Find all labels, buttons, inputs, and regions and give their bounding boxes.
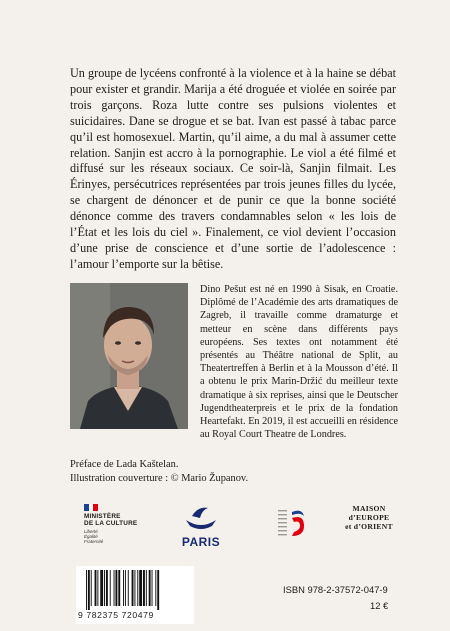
- barcode-bar: [146, 570, 147, 606]
- barcode-bars: [86, 570, 186, 610]
- barcode: [76, 566, 194, 624]
- barcode-bar: [95, 570, 97, 606]
- ministere-culture-logo: [84, 504, 154, 544]
- barcode-bar: [91, 570, 92, 606]
- barcode-bar: [88, 570, 90, 610]
- author-bio: Dino Pešut est né en 1990 à Sisak, en Croatie. Diplômé de l’Académie des arts dramatiques de Zagreb, il travaille comme dramaturge et metteur en scène dans différents pays européens. Ses textes ont notamment été présentés au Théâtre national de Split, au Theatertreffen à Berlin et à la Mousson d’été. Il a obtenu le prix Marin-Držić du meilleur texte dramatique à six reprises, ainsi que le Deutscher Jugendtheaterpreis et le prix de la fondation Heartefakt. En 2019, il est accueilli en résidence au Royal Court Theatre de Londres.: [200, 284, 398, 441]
- maison-europe-orient-logo: [338, 504, 400, 531]
- region-logo: [278, 506, 308, 544]
- ministere-title-line-2: DE LA CULTURE: [84, 520, 138, 527]
- barcode-bar: [134, 570, 135, 606]
- barcode-bar: [125, 570, 126, 606]
- barcode-bar: [143, 570, 145, 606]
- synopsis-text: Un groupe de lycéens confronté à la violence et à la haine se débat pour exister et grandir. Marija a été droguée et violée en soirée par trois garçons. Roza lutte contre ses pulsions violentes et suicidaires. Dane se drogue et se bat. Ivan est passé à tabac parce qu’il est homosexuel. Martin, qu’il aime, a du mal à assumer cette relation. Sanjin est accro à la pornographie. Le viol a été filmé et diffusé sur les réseaux sociaux. Ce soir-là, Sanjin filmait. Les Érinyes, persécutrices représentées par trois jeunes filles du lycée, se chargent de dénoncer et de punir ce que la bonne société dénonce comme des travers condamnables selon « les lois de l’État et les lois du ciel ». Finalement, ce viol devient l’occasion d’une prise de conscience et d’une sortie de l’adolescence : l’amour l’emporte sur la bêtise.: [70, 66, 396, 271]
- barcode-bar: [118, 570, 120, 606]
- credits: [70, 458, 370, 486]
- barcode-bar: [123, 570, 124, 606]
- ministere-motto-2: Égalité: [84, 534, 98, 539]
- price: 12 €: [370, 600, 389, 611]
- ministere-title-line-1: MINISTÈRE: [84, 513, 121, 520]
- illustration-credit: Illustration couverture : © Mario Županov.: [70, 473, 249, 484]
- barcode-bar: [97, 570, 98, 606]
- barcode-bar: [128, 570, 129, 606]
- paris-logo: [178, 502, 224, 549]
- french-flag-icon: [84, 504, 98, 511]
- barcode-bar: [137, 570, 138, 606]
- preface-credit: Préface de Lada Kaštelan.: [70, 459, 179, 470]
- barcode-bar: [155, 570, 156, 606]
- barcode-digits: 9 782375 720479: [78, 610, 154, 620]
- isbn: ISBN 978-2-37572-047-9: [283, 584, 388, 595]
- barcode-bar: [100, 570, 103, 606]
- ministere-motto-1: Liberté: [84, 529, 98, 534]
- barcode-bar: [139, 570, 142, 606]
- barcode-bar: [114, 570, 115, 606]
- paris-label: PARIS: [181, 535, 221, 549]
- barcode-bar: [132, 570, 134, 606]
- author-photo: [70, 283, 188, 429]
- maison-line-1: MAISON: [352, 504, 386, 513]
- barcode-bar: [152, 570, 153, 606]
- barcode-bar: [110, 570, 111, 606]
- barcode-bar: [86, 570, 87, 610]
- paris-ship-icon: [178, 502, 224, 530]
- barcode-bar: [157, 570, 159, 610]
- maison-line-2: d’EUROPE: [348, 513, 390, 522]
- barcode-bar: [149, 570, 151, 606]
- partner-logos: [70, 502, 400, 552]
- barcode-bar: [106, 570, 108, 606]
- ministere-motto-3: Fraternité: [84, 539, 104, 544]
- barcode-bar: [115, 570, 117, 606]
- maison-line-3: et d’ORIENT: [345, 522, 393, 531]
- barcode-bar: [104, 570, 105, 606]
